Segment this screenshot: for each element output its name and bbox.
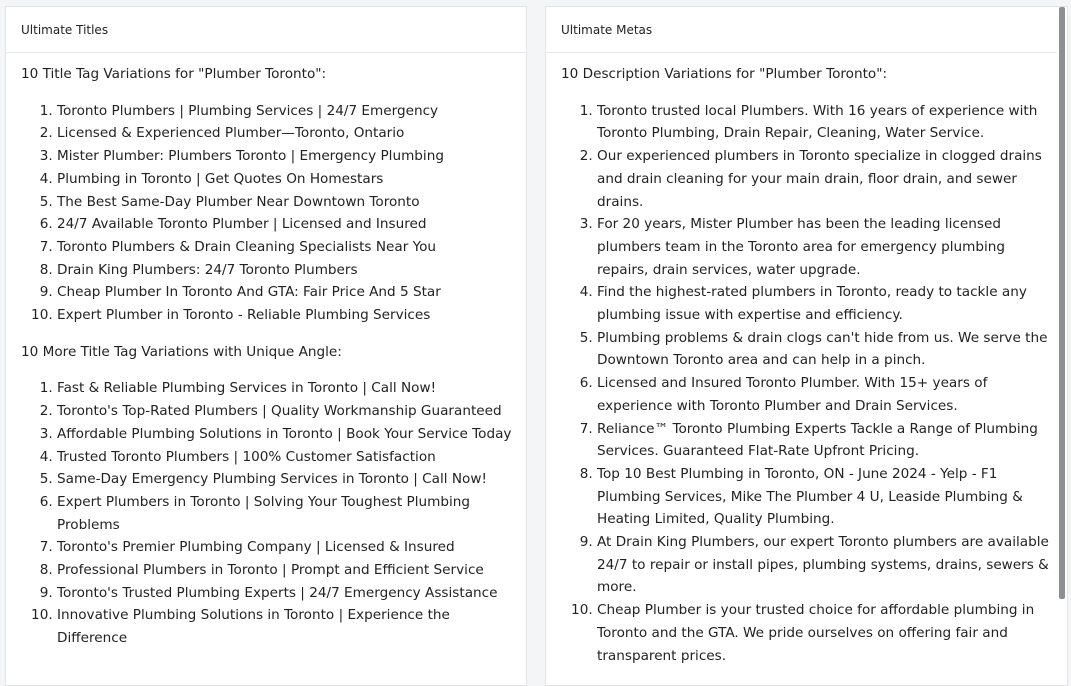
section-heading: 10 More Title Tag Variations with Unique Angle: — [21, 343, 342, 360]
list-item: 4. Trusted Toronto Plumbers | 100% Customer Satisfaction — [57, 446, 520, 469]
panel-content — [6, 53, 526, 650]
list-item: 3. Affordable Plumbing Solutions in Toronto | Book Your Service Today — [57, 423, 520, 446]
list-item: 10. Cheap Plumber is your trusted choice for affordable plumbing in Toronto and the GTA. We pride ourselves on offering fair and transparent prices. — [597, 599, 1057, 667]
unique-angle-title-list — [21, 377, 526, 649]
list-item: 9. Cheap Plumber In Toronto And GTA: Fair Price And 5 Star — [57, 281, 520, 304]
list-item: 2. Toronto's Top-Rated Plumbers | Quality Workmanship Guaranteed — [57, 400, 520, 423]
list-item: 1. Toronto trusted local Plumbers. With 16 years of experience with Toronto Plumbing, Drain Repair, Cleaning, Water Service. — [597, 100, 1057, 145]
ultimate-metas-panel — [545, 6, 1068, 686]
list-item: 9. At Drain King Plumbers, our expert Toronto plumbers are available 24/7 to repair or install pipes, plumbing systems, drains, sewers & more. — [597, 531, 1057, 599]
list-item: 2. Our experienced plumbers in Toronto specialize in clogged drains and drain cleaning for your main drain, floor drain, and sewer drains. — [597, 145, 1057, 213]
list-item: 7. Toronto Plumbers & Drain Cleaning Specialists Near You — [57, 236, 520, 259]
list-item: 7. Toronto's Premier Plumbing Company | Licensed & Insured — [57, 536, 520, 559]
panel-header — [6, 7, 526, 53]
list-item: 6. Expert Plumbers in Toronto | Solving Your Toughest Plumbing Problems — [57, 491, 520, 536]
list-item: 6. 24/7 Available Toronto Plumber | Licensed and Insured — [57, 213, 520, 236]
title-variations-list — [21, 100, 526, 327]
list-item: 1. Fast & Reliable Plumbing Services in Toronto | Call Now! — [57, 377, 520, 400]
section-heading: 10 Title Tag Variations for "Plumber Toronto": — [21, 66, 327, 82]
list-item: 3. For 20 years, Mister Plumber has been the leading licensed plumbers team in the Toronto area for emergency plumbing repairs, drain services, water upgrade. — [597, 213, 1057, 281]
list-item: 2. Licensed & Experienced Plumber—Toronto, Ontario — [57, 122, 520, 145]
panel-title: Ultimate Metas — [561, 22, 653, 37]
panel-title: Ultimate Titles — [21, 22, 109, 37]
section-heading: 10 Description Variations for "Plumber Toronto": — [561, 66, 888, 82]
list-item: 1. Toronto Plumbers | Plumbing Services | 24/7 Emergency — [57, 100, 520, 123]
list-item: 7. Reliance™ Toronto Plumbing Experts Tackle a Range of Plumbing Services. Guaranteed Flat-Rate Upfront Pricing. — [597, 418, 1057, 463]
panel-header — [546, 7, 1067, 53]
list-item: 9. Toronto's Trusted Plumbing Experts | 24/7 Emergency Assistance — [57, 582, 520, 605]
ultimate-titles-panel — [5, 6, 527, 686]
list-item: 6. Licensed and Insured Toronto Plumber. With 15+ years of experience with Toronto Plumber and Drain Services. — [597, 372, 1057, 417]
list-item: 3. Mister Plumber: Plumbers Toronto | Emergency Plumbing — [57, 145, 520, 168]
scrollbar-thumb[interactable] — [1059, 7, 1065, 599]
list-item: 4. Find the highest-rated plumbers in Toronto, ready to tackle any plumbing issue with expertise and efficiency. — [597, 281, 1057, 326]
list-item: 5. Plumbing problems & drain clogs can't hide from us. We serve the Downtown Toronto area and can help in a pinch. — [597, 327, 1057, 372]
list-item: 8. Top 10 Best Plumbing in Toronto, ON - June 2024 - Yelp - F1 Plumbing Services, Mike The Plumber 4 U, Leaside Plumbing & Heating Limited, Quality Plumbing. — [597, 463, 1057, 531]
list-item: 5. Same-Day Emergency Plumbing Services in Toronto | Call Now! — [57, 468, 520, 491]
description-variations-list — [561, 100, 1067, 668]
panel-content — [546, 53, 1067, 667]
scrollbar[interactable] — [1057, 7, 1067, 685]
list-item: 8. Drain King Plumbers: 24/7 Toronto Plumbers — [57, 259, 520, 282]
list-item: 5. The Best Same-Day Plumber Near Downtown Toronto — [57, 191, 520, 214]
list-item: 4. Plumbing in Toronto | Get Quotes On Homestars — [57, 168, 520, 191]
list-item: 10. Innovative Plumbing Solutions in Toronto | Experience the Difference — [57, 604, 520, 649]
list-item: 8. Professional Plumbers in Toronto | Prompt and Efficient Service — [57, 559, 520, 582]
list-item: 10. Expert Plumber in Toronto - Reliable Plumbing Services — [57, 304, 520, 327]
